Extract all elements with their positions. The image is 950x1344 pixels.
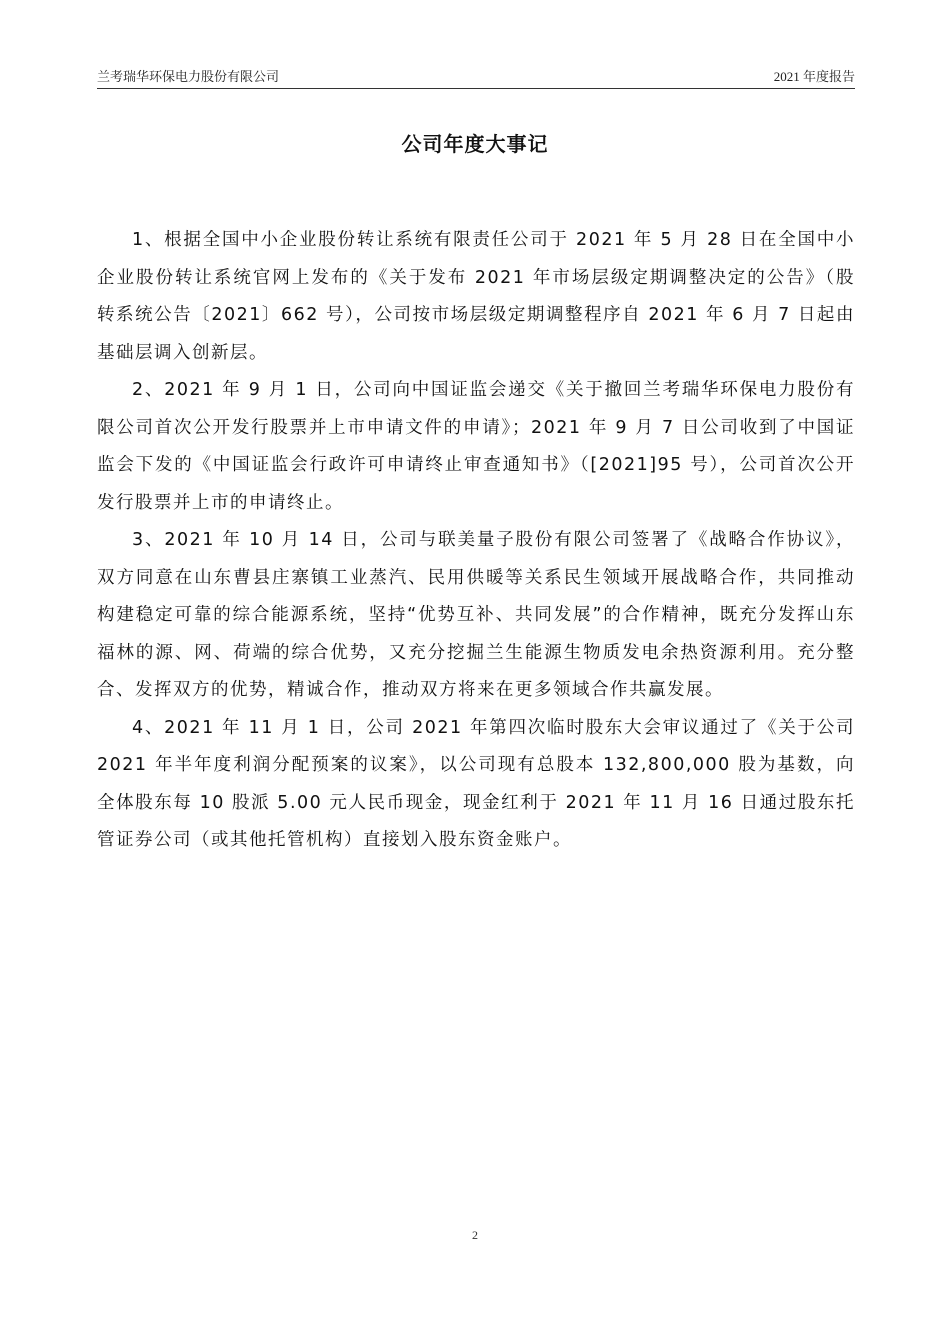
header-report-title: 2021 年度报告 xyxy=(773,69,855,84)
header-company-name: 兰考瑞华环保电力股份有限公司 xyxy=(97,69,280,84)
event-paragraph-2: 2、2021 年 9 月 1 日，公司向中国证监会递交《关于撤回兰考瑞华环保电力股份有限公司首次公开发行股票并上市申请文件的申请》；2021 年 9 月 7 日公司收到了中国证监会下发的《中国证监会行政许可申请终止审查通知书》（[2021]95 号），公司首次公开发行股票并上市的申请终止。 xyxy=(97,380,855,513)
event-paragraph-4: 4、2021 年 11 月 1 日，公司 2021 年第四次临时股东大会审议通过了《关于公司 2021 年半年度利润分配预案的议案》，以公司现有总股本 132,800,000 股为基数，向全体股东每 10 股派 5.00 元人民币现金，现金红利于 2021 年 11 月 16 日通过股东托管证券公司（或其他托管机构）直接划入股东资金账户。 xyxy=(97,717,855,850)
page-title: 公司年度大事记 xyxy=(401,132,549,156)
event-paragraph-3: 3、2021 年 10 月 14 日，公司与联美量子股份有限公司签署了《战略合作协议》，双方同意在山东曹县庄寨镇工业蒸汽、民用供暖等关系民生领域开展战略合作，共同推动构建稳定可靠的综合能源系统，坚持“优势互补、共同发展”的合作精神，既充分发挥山东福林的源、网、荷端的综合优势，又充分挖掘兰生能源生物质发电余热资源利用。充分整合、发挥双方的优势，精诚合作，推动双方将来在更多领域合作共赢发展。 xyxy=(97,530,855,700)
event-paragraph-1: 1、根据全国中小企业股份转让系统有限责任公司于 2021 年 5 月 28 日在全国中小企业股份转让系统官网上发布的《关于发布 2021 年市场层级定期调整决定的公告》（股转系统公告〔2021〕662 号），公司按市场层级定期调整程序自 2021 年 6 月 7 日起由基础层调入创新层。 xyxy=(97,230,855,363)
page-header xyxy=(97,66,855,89)
events-body xyxy=(97,222,855,860)
page-number: 2 xyxy=(472,1228,478,1242)
